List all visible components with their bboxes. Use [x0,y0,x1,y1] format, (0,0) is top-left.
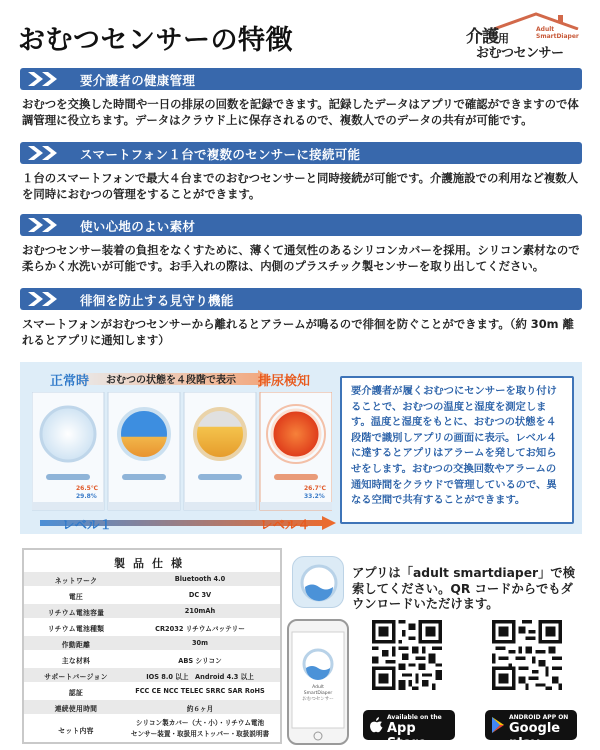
google-play-icon [490,716,506,734]
spec-row [24,700,280,714]
app-store-badge[interactable] [363,710,455,750]
callout-description: 要介護者が履くおむつにセンサーを取り付けることで、おむつの温度と湿度を測定します。温度と湿度をもとに、おむつの状態を４段階で識別しアプリの画面に表示。レベル４に達するとアプリはアラームを発してお知らせをします。おむつの交換回数やアラームの通知時間をクラウドで管理しているので、異なる空間で共有することができます。 [340,376,574,524]
spec-row [24,716,280,742]
level-1-label: レベル１ [62,517,113,532]
spec-row [24,636,280,650]
store-badge-big: App Store [387,721,427,750]
phone-humidity: 33.2% [304,493,325,500]
google-play-badge[interactable] [485,710,577,750]
section-header-material [20,214,582,236]
chevron-right-icon [26,290,74,308]
phone-temp: 26.5℃ [76,485,99,492]
spec-value: 約６ヶ月 [186,705,214,713]
phone-screen-text: Adult [312,685,324,690]
diaper-level-panel [20,362,582,534]
spec-table [22,548,282,744]
level-4-label: レベル４ [260,517,311,532]
spec-row [24,572,280,586]
spec-value [122,718,278,740]
spec-row [24,620,280,634]
spec-key: 作動距離 [61,641,91,649]
spec-row [24,652,280,666]
store-badge-small: ANDROID APP ON [509,714,569,721]
spec-row [24,684,280,698]
logo-omutsu-sensor: おむつセンサー [476,46,564,61]
spec-key: 連続使用時間 [54,705,98,713]
phone-screen-text: SmartDiaper [303,691,333,696]
spec-value: CR2032 リチウムバッテリー [155,625,245,633]
spec-value: DC 3V [188,591,212,599]
smartphone-illustration [286,618,350,746]
apple-icon [368,716,384,734]
store-badge-big: Google play [509,721,561,750]
qr-code-ios[interactable] [372,620,442,690]
arrow-caption: おむつの状態を４段階で表示 [106,375,236,386]
brand-logo [462,12,582,61]
section-label: スマートフォン１台で複数のセンサーに接続可能 [80,147,361,162]
spec-row [24,668,280,682]
spec-key: 電圧 [68,593,84,601]
section-text: おむつセンサー装着の負担をなくすために、薄くて通気性のあるシリコンカバーを採用。シリコン素材なので柔らかく水洗いが可能です。お手入れの際は、内側のプラスチック製センサーを取り出してください。 [22,243,580,273]
spec-value: 210mAh [184,607,216,615]
page-title: おむつセンサーの特徴 [18,25,293,56]
spec-value-line: シリコン製カバー（大・小）・リチウム電池 [135,719,265,727]
section-header-wandering [20,288,582,310]
spec-key: リチウム電池種類 [47,625,105,633]
phone-humidity: 29.8% [76,493,97,500]
app-screens-illustration [32,392,332,512]
chevron-right-icon [26,144,74,162]
chevron-right-icon [26,216,74,234]
app-logo-icon [293,557,345,609]
chevron-right-icon [26,70,74,88]
spec-key: リチウム電池容量 [47,609,105,617]
spec-key: ネットワーク [54,577,98,585]
spec-value: ABS シリコン [178,657,222,665]
phone-screen-text: おむつセンサー [302,697,334,702]
phone-temp: 26.7℃ [304,485,327,492]
qr-code-android[interactable] [492,620,562,690]
spec-row [24,604,280,618]
spec-row [24,588,280,602]
label-urine-detected: 排尿検知 [258,374,311,389]
spec-key: サポートバージョン [44,673,108,681]
spec-key: 主な材料 [61,657,91,665]
app-icon[interactable] [292,556,344,608]
section-label: 使い心地のよい素材 [80,219,196,234]
spec-table-title: 製品仕様 [114,557,190,570]
section-header-multi-connect [20,142,582,164]
section-header-health [20,68,582,90]
section-text: １台のスマートフォンで最大４台までのおむつセンサーと同時接続が可能です。介護施設での利用など複数人を同時におむつの管理をすることができます。 [22,171,579,201]
spec-value: FCC CE NCC TELEC SRRC SAR RoHS [135,687,265,695]
logo-kaigo: 介護用 [466,27,508,47]
spec-value: Bluetooth 4.0 [174,575,226,583]
spec-value: 30m [191,639,209,647]
spec-value: IOS 8.0 以上 Android 4.3 以上 [146,673,254,681]
section-label: 要介護者の健康管理 [80,73,196,88]
app-search-instruction: アプリは「adult smartdiaper」で検索してください。QR コードからでもダウンロードいただけます。 [352,566,576,611]
spec-key: 認証 [68,689,84,697]
logo-english: Adult SmartDiaper [536,26,579,40]
spec-value-line: センサー装置・取扱用ストッパー・取扱説明書 [130,730,270,738]
section-label: 徘徊を防止する見守り機能 [80,293,234,308]
store-badge-small: Available on the [387,714,442,721]
section-text: スマートフォンがおむつセンサーから離れるとアラームが鳴るので徘徊を防ぐことができます。（約 30m 離れるとアプリに通知します） [22,317,574,347]
spec-key: セット内容 [58,727,94,735]
section-text: おむつを交換した時間や一日の排尿の回数を記録できます。記録したデータはアプリで確認ができますので体調管理に役立ちます。データはクラウド上に保存されるので、複数人でのデータの共有が可能です。 [22,97,579,127]
label-normal: 正常時 [50,374,90,389]
